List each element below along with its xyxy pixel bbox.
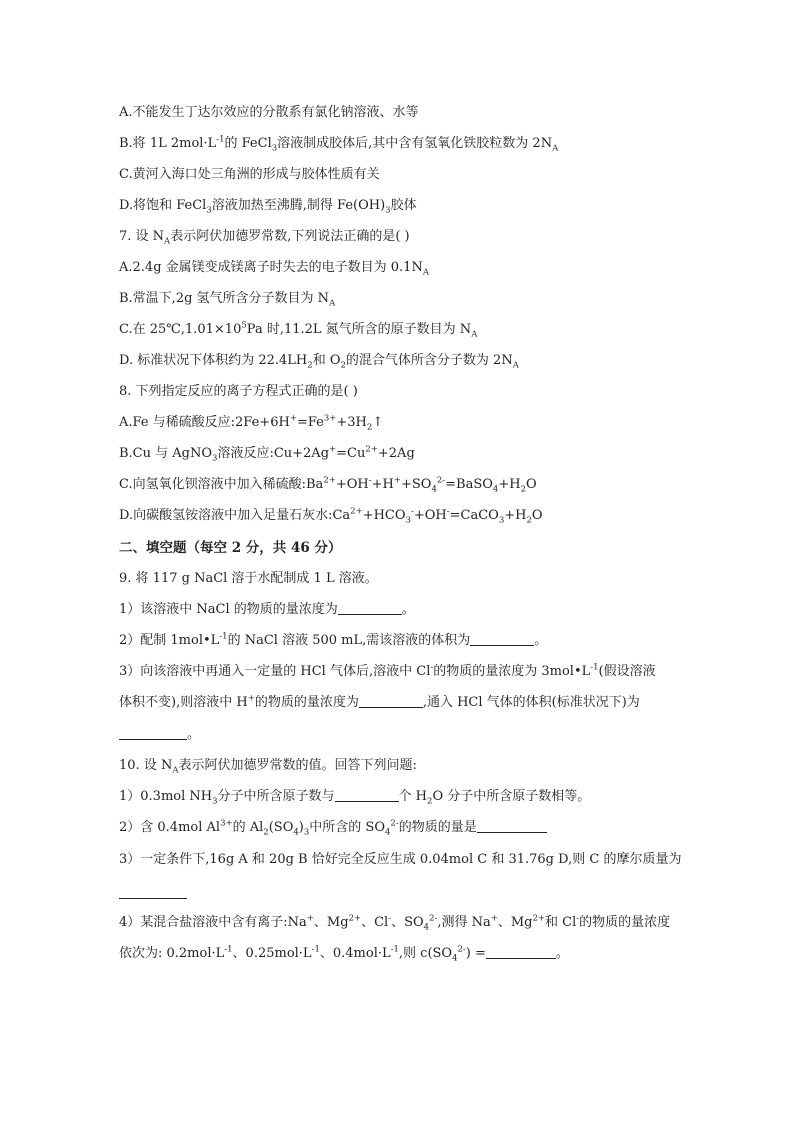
superscript: + <box>289 413 297 424</box>
text-run: 、0.4mol·L <box>319 946 391 961</box>
subscript: 3 <box>271 143 278 154</box>
subscript: 4 <box>384 827 391 838</box>
text-run: +OH <box>335 477 369 492</box>
subscript: 2 <box>526 515 532 526</box>
text-run: 4）某混合盐溶液中含有离子:Na <box>119 915 307 930</box>
subscript: 3 <box>385 205 391 216</box>
text-run: 7. 设 N <box>119 229 165 244</box>
subscript: 2 <box>263 827 269 838</box>
text-run: +2Ag <box>377 446 415 461</box>
subscript: 2 <box>427 796 433 807</box>
text-run: 3）一定条件下,16g A 和 20g B 恰好完全反应生成 0.04mol C 和 31.76g D,则 C 的摩尔质量为 <box>119 852 682 867</box>
subscript: 4 <box>492 484 499 495</box>
text-line-l16 <box>119 569 378 589</box>
superscript: - <box>576 913 580 924</box>
text-run: 2）含 0.4mol Al <box>119 820 221 835</box>
text-run: 胶体 <box>390 198 417 213</box>
text-line-l27 <box>119 913 670 933</box>
text-run: 和 O <box>312 353 341 368</box>
text-line-l10 <box>119 382 358 402</box>
answer-blank[interactable] <box>359 693 423 708</box>
subscript: 3 <box>212 453 218 464</box>
text-run: 分子中所含原子数与 <box>217 789 335 804</box>
text-run: 。 <box>555 946 569 961</box>
subscript: A <box>329 298 336 309</box>
text-run: 的物质的量浓度 <box>579 915 671 930</box>
subscript: 4 <box>431 484 437 495</box>
text-line-l2 <box>119 134 558 154</box>
text-run: 。 <box>534 633 548 648</box>
superscript: 2- <box>457 944 466 955</box>
text-run: 、Mg <box>313 915 349 930</box>
text-line-l11 <box>119 413 383 433</box>
subscript: 4 <box>452 953 458 964</box>
text-run: O <box>525 477 537 492</box>
answer-blank[interactable] <box>470 631 534 646</box>
text-run: C.黄河入海口处三角洲的形成与胶体性质有关 <box>119 167 380 182</box>
text-run: B.将 1L 2mol·L <box>119 136 217 151</box>
text-run: +3H <box>336 415 367 430</box>
text-run: B.常温下,2g 氢气所含分子数目为 N <box>119 291 330 306</box>
superscript: - <box>388 913 392 924</box>
superscript: -1 <box>224 944 233 955</box>
text-line-l9 <box>119 351 519 371</box>
subscript: A <box>172 765 179 776</box>
superscript: 2+ <box>350 506 363 517</box>
text-run: ,则 c(SO <box>398 946 453 961</box>
answer-blank[interactable] <box>335 787 399 802</box>
text-run: ) <box>298 820 304 835</box>
text-line-l28 <box>119 944 569 964</box>
superscript: + <box>329 444 337 455</box>
text-line-l7 <box>119 289 335 309</box>
text-run: 的混合气体所含分子数为 2N <box>345 353 513 368</box>
text-run: C.在 25℃,1.01×10 <box>119 322 242 337</box>
superscript: - <box>410 506 414 517</box>
subscript: 4 <box>293 827 299 838</box>
subscript: A <box>552 143 559 154</box>
text-line-l21 <box>119 725 200 745</box>
text-run: ,通入 HCl 气体的体积(标准状况下)为 <box>422 695 640 710</box>
text-run: 个 H <box>398 789 428 804</box>
text-run: 的 FeCl <box>224 136 272 151</box>
answer-blank[interactable] <box>486 944 556 959</box>
text-run: 体积不变),则溶液中 H <box>119 695 248 710</box>
text-run: 表示阿伏加德罗常数的值。回答下列问题: <box>178 758 417 773</box>
superscript: 3+ <box>220 818 233 829</box>
text-run: Pa 时,11.2L 氮气所含的原子数目为 N <box>246 322 472 337</box>
text-run: ) = <box>465 946 486 961</box>
superscript: + <box>393 475 401 486</box>
text-line-l23 <box>119 787 590 807</box>
text-run: 的物质的量是 <box>398 820 477 835</box>
text-run: B.Cu 与 AgNO <box>119 446 213 461</box>
superscript: -1 <box>390 944 399 955</box>
text-run: 的物质的量浓度为 3mol•L <box>433 664 591 679</box>
superscript: -1 <box>590 662 599 673</box>
text-run: 10. 设 N <box>119 758 173 773</box>
text-run: 依次为: 0.2mol·L <box>119 946 225 961</box>
text-run: 的 Al <box>232 820 264 835</box>
subscript: 3 <box>303 827 310 838</box>
text-run: ,测得 Na <box>437 915 491 930</box>
answer-blank[interactable] <box>338 600 402 615</box>
text-line-l4 <box>119 196 417 216</box>
superscript: 3+ <box>323 413 337 424</box>
text-run: O 分子中所含原子数相等。 <box>432 789 591 804</box>
text-run: +HCO <box>362 508 406 523</box>
superscript: 2+ <box>323 475 336 486</box>
text-line-l26 <box>119 884 187 904</box>
text-line-l20 <box>119 693 640 713</box>
text-run: 3）向该溶液中再通入一定量的 HCl 气体后,溶液中 Cl <box>119 664 431 679</box>
text-run: 2）配制 1mol•L <box>119 633 220 648</box>
subscript: 3 <box>212 796 218 807</box>
text-run: D.将饱和 FeCl <box>119 198 207 213</box>
text-run: =Cu <box>336 446 366 461</box>
text-run: 1）0.3mol NH <box>119 789 213 804</box>
text-run: 溶液加热至沸腾,制得 Fe(OH) <box>211 198 386 213</box>
text-run: 、SO <box>391 915 424 930</box>
text-line-l14 <box>119 506 543 526</box>
text-run: +SO <box>400 477 432 492</box>
subscript: A <box>422 267 429 278</box>
answer-blank[interactable] <box>119 884 187 899</box>
superscript: + <box>490 913 498 924</box>
superscript: -1 <box>311 944 320 955</box>
text-run: 溶液反应:Cu+2Ag <box>217 446 330 461</box>
text-run: 和 Cl <box>545 915 577 930</box>
superscript: - <box>368 475 372 486</box>
text-run: 表示阿伏加德罗常数,下列说法正确的是( ) <box>170 229 410 244</box>
text-line-l1 <box>119 103 419 123</box>
text-line-l25 <box>119 850 681 870</box>
superscript: + <box>306 913 314 924</box>
text-run: +H <box>371 477 394 492</box>
text-run: +H <box>504 508 527 523</box>
text-run: 的物质的量浓度为 <box>254 695 359 710</box>
text-run: A.不能发生丁达尔效应的分散系有氯化钠溶液、水等 <box>119 105 419 120</box>
superscript: - <box>430 662 434 673</box>
text-run: 9. 将 117 g NaCl 溶于水配制成 1 L 溶液。 <box>119 571 378 586</box>
subscript: 2 <box>366 422 373 433</box>
text-line-l8 <box>119 320 477 340</box>
superscript: 2+ <box>348 913 362 924</box>
text-run: D.向碳酸氢铵溶液中加入足量石灰水:Ca <box>119 508 351 523</box>
text-run: 的 NaCl 溶液 500 mL,需该溶液的体积为 <box>227 633 471 648</box>
text-run: D. 标准状况下体积约为 22.4LH <box>119 353 308 368</box>
text-run: C.向氢氧化钡溶液中加入稀硫酸:Ba <box>119 477 324 492</box>
text-run: (SO <box>268 820 294 835</box>
subscript: 2 <box>340 360 346 371</box>
text-line-l13 <box>119 475 537 495</box>
subscript: 2 <box>307 360 313 371</box>
subscript: 3 <box>405 515 411 526</box>
superscript: -1 <box>219 631 228 642</box>
text-run: =BaSO <box>445 477 493 492</box>
subscript: A <box>512 360 519 371</box>
text-run: 。 <box>187 727 201 742</box>
superscript: 2- <box>436 475 446 486</box>
text-run: O <box>531 508 543 523</box>
text-run: 8. 下列指定反应的离子方程式正确的是( ) <box>119 384 358 399</box>
text-run: 1）该溶液中 NaCl 的物质的量浓度为 <box>119 602 338 617</box>
text-line-l17 <box>119 600 415 620</box>
text-run: 溶液制成胶体后,其中含有氢氧化铁胶粒数为 2N <box>277 136 553 151</box>
text-run: +OH <box>413 508 447 523</box>
text-line-l24 <box>119 818 547 838</box>
text-line-l6 <box>119 258 429 278</box>
text-run: 、Mg <box>497 915 533 930</box>
subscript: A <box>471 329 478 340</box>
text-line-l3 <box>119 165 380 185</box>
superscript: + <box>247 693 255 704</box>
text-run: 中所含的 SO <box>309 820 385 835</box>
subscript: A <box>164 236 171 247</box>
superscript: 2+ <box>365 444 378 455</box>
subscript: 2 <box>520 484 526 495</box>
text-line-l18 <box>119 631 547 651</box>
text-run: A.Fe 与稀硫酸反应:2Fe+6H <box>119 415 290 430</box>
text-run: =Fe <box>296 415 324 430</box>
superscript: 2- <box>429 913 438 924</box>
text-line-l19 <box>119 662 656 682</box>
superscript: 2- <box>390 818 399 829</box>
text-run: 、Cl <box>361 915 389 930</box>
text-run: +H <box>498 477 521 492</box>
text-run: (假设溶液 <box>598 664 656 679</box>
text-line-l5 <box>119 227 410 247</box>
text-run: 二、填空题（每空 2 分，共 46 分） <box>119 540 342 556</box>
answer-blank[interactable] <box>119 725 187 740</box>
superscript: - <box>446 506 450 517</box>
answer-blank[interactable] <box>477 818 547 833</box>
text-run: A.2.4g 金属镁变成镁离子时失去的电子数目为 0.1N <box>119 260 423 275</box>
text-run: 、0.25mol·L <box>232 946 312 961</box>
section-heading <box>119 538 341 558</box>
text-line-l12 <box>119 444 415 464</box>
text-run: 。 <box>401 602 415 617</box>
text-run: ↑ <box>372 415 384 430</box>
text-line-l22 <box>119 756 417 776</box>
text-run: =CaCO <box>449 508 499 523</box>
subscript: 4 <box>423 922 430 933</box>
superscript: 5 <box>241 320 247 331</box>
superscript: 2+ <box>532 913 546 924</box>
subscript: 3 <box>206 205 212 216</box>
subscript: 3 <box>498 515 505 526</box>
superscript: -1 <box>216 134 225 145</box>
